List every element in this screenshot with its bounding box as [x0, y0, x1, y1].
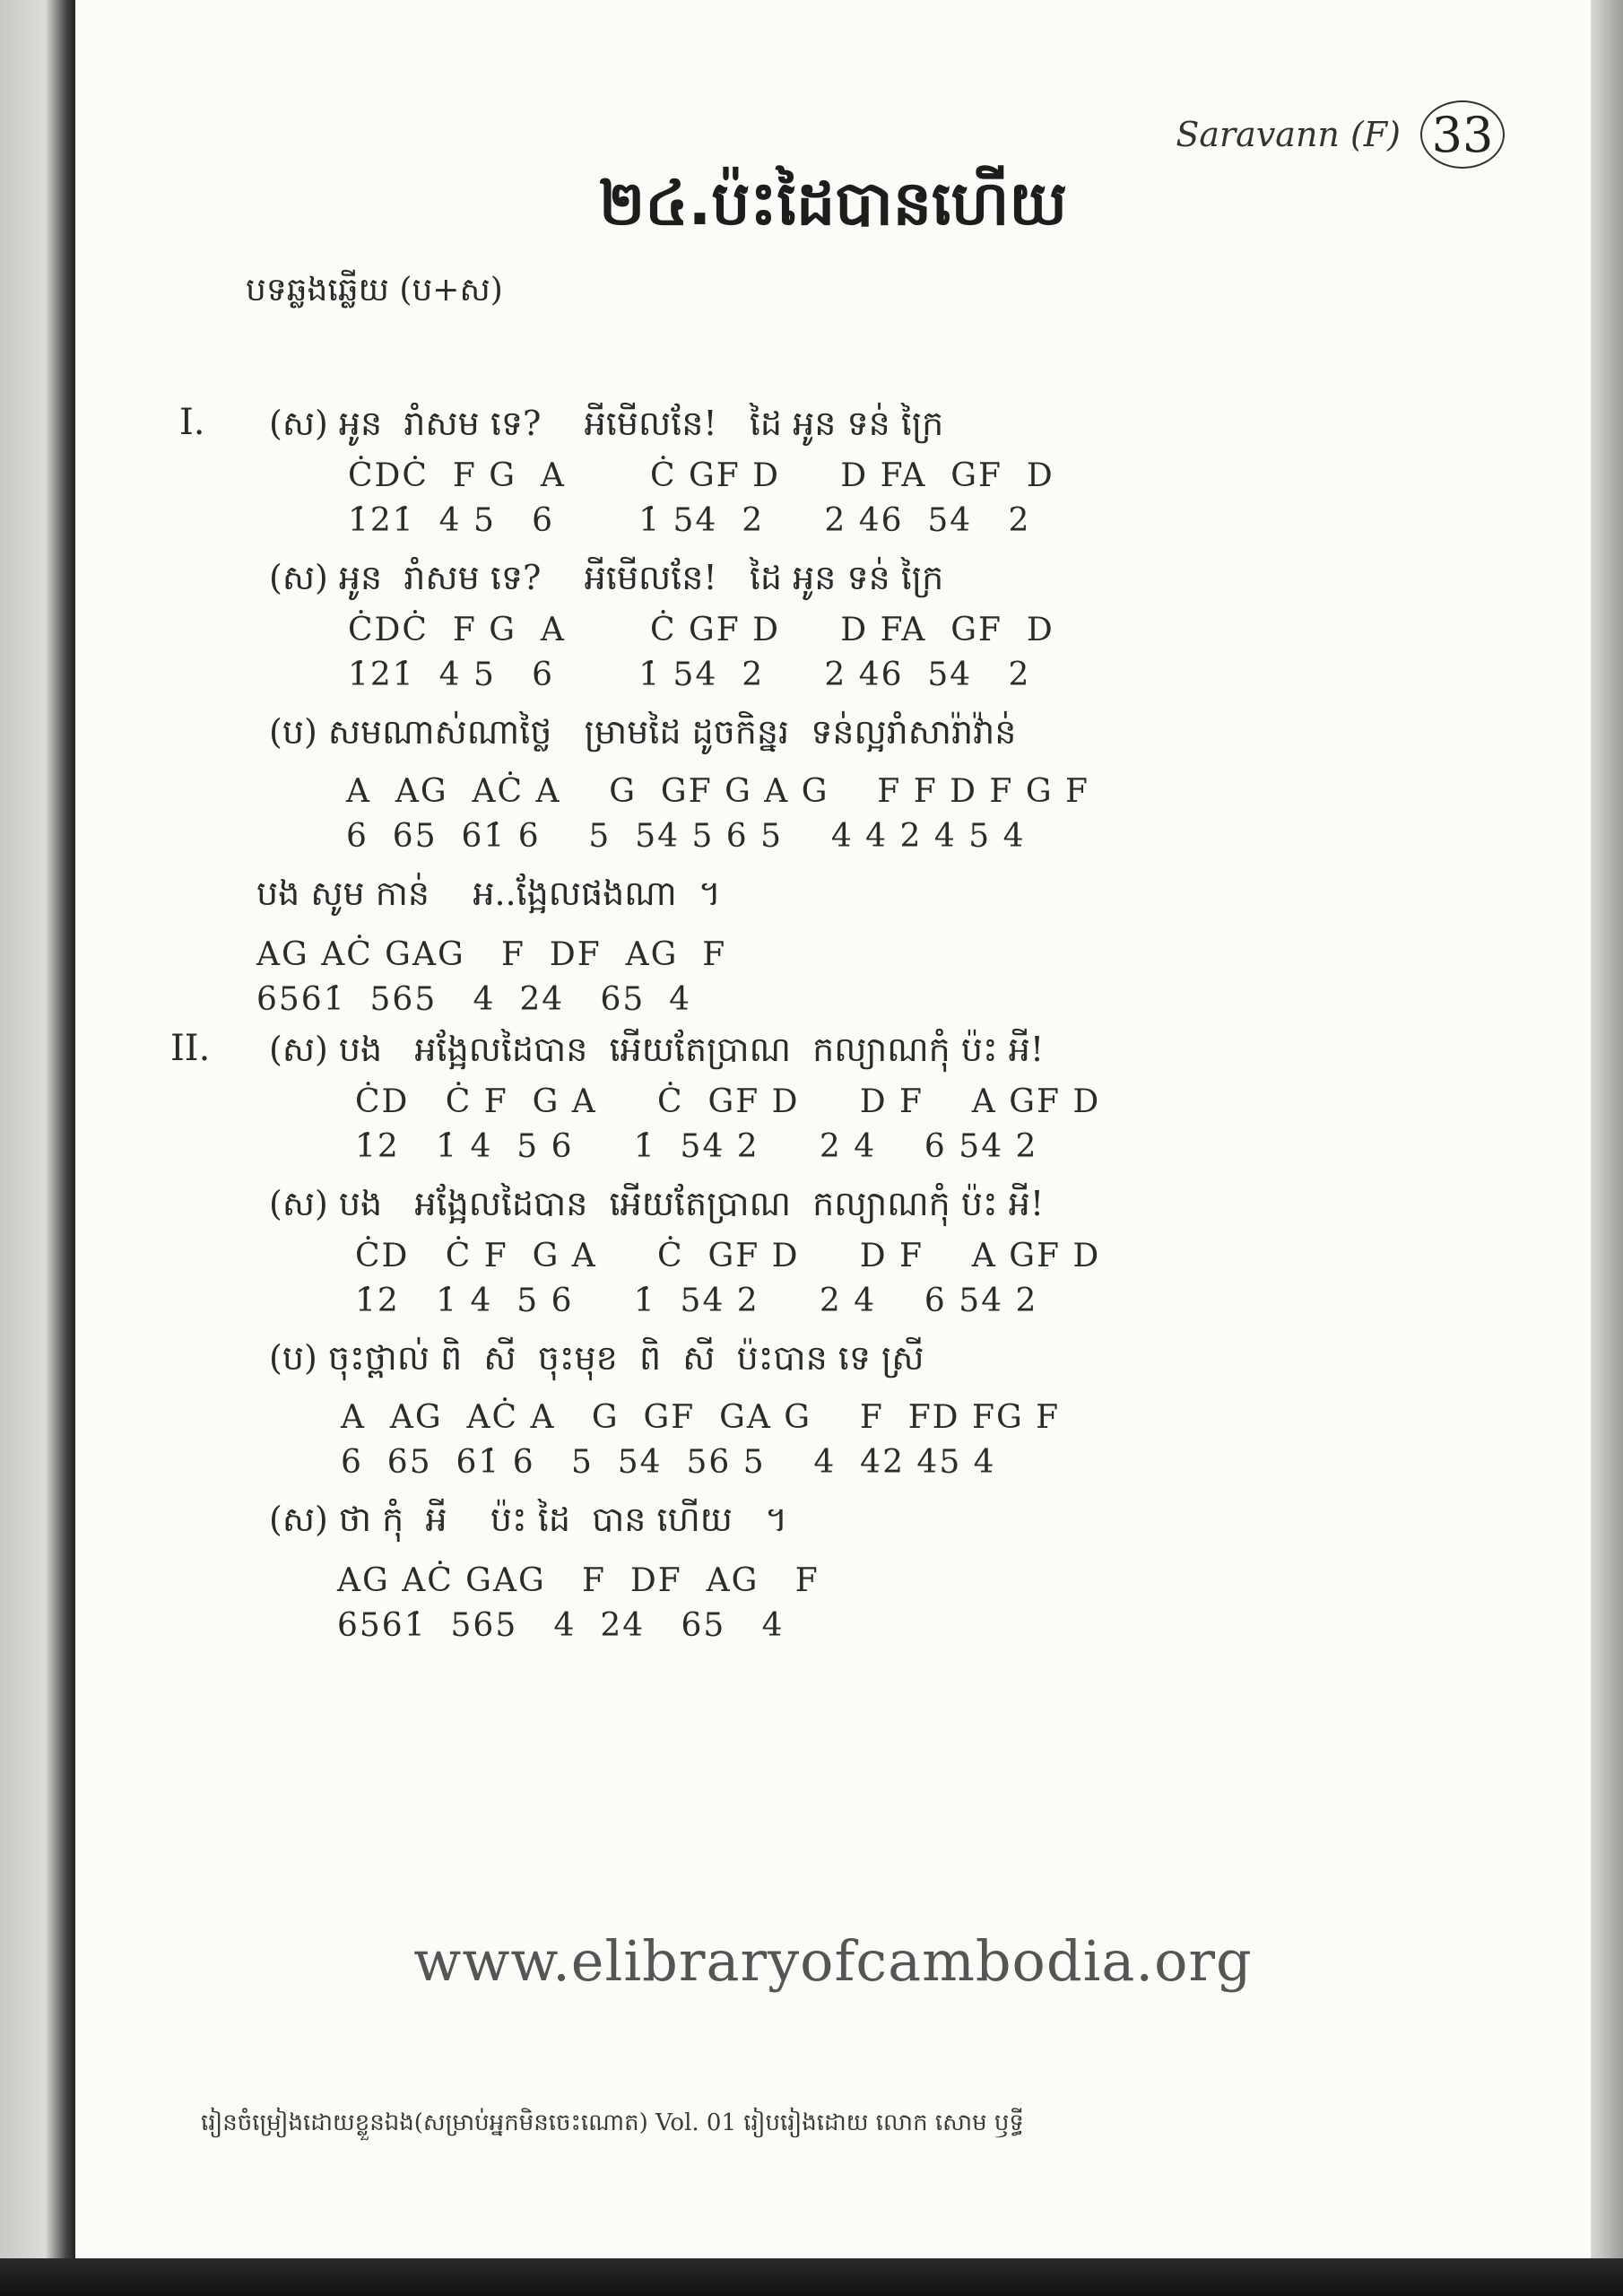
number-line: 6 65 61̇ 6 5 54 5 6 5 4 4 2 4 5 4 [346, 818, 1026, 855]
note-line: AG AĊ GAG F DF AG F [256, 936, 727, 973]
song-title: ២៤.ប៉ះដៃបានហើយ [598, 169, 1068, 239]
number-line: 1̇2 1̇ 4 5 6 1̇ 54 2 2 4 6 54 2 [355, 1128, 1038, 1165]
lyric-line: (ស) អូន រាំសម ទេ? អីមើលនែ! ដៃ អូន ទន់ ក្រៃ [269, 404, 944, 443]
page-number: 33 [1420, 100, 1505, 169]
website-watermark: www.elibraryofcambodia.org [413, 1928, 1253, 1994]
note-line: A AG AĊ A G GF G A G F F D F G F [346, 773, 1090, 810]
number-line: 6561̇ 565 4 24 65 4 [256, 981, 692, 1018]
lyric-line: (ស) អូន រាំសម ទេ? អីមើលនែ! ដៃ អូន ទន់ ក្រៃ [269, 558, 944, 597]
note-line: ĊD Ċ F G A Ċ GF D D F A GF D [355, 1238, 1101, 1274]
book-spine-left [0, 0, 75, 2296]
number-line: 1̇21̇ 4 5 6 1̇ 54 2 2 46 54 2 [348, 657, 1031, 693]
verse-2 [269, 1028, 1524, 1674]
note-line: A AG AĊ A G GF GA G F FD FG F [341, 1399, 1061, 1436]
book-spine-right [1591, 0, 1623, 2296]
lyric-line: (ស) បង អង្អែលដៃបាន អើយតែប្រាណ កល្យាណកុំ ប៉ះ អី! [269, 1184, 1045, 1223]
number-line: 6561̇ 565 4 24 65 4 [337, 1607, 785, 1644]
page-footer: រៀនចំម្រៀងដោយខ្លួនឯង(សម្រាប់អ្នកមិនចេះណោត) Vol. 01 រៀបរៀងដោយ លោក សោម ឫទ្ធី [201, 2109, 1024, 2136]
lyric-line: (ប) ចុះថ្ពាល់ ពិ សី ចុះមុខ ពិ សី ប៉ះបាន ទេ ស្រី [269, 1338, 924, 1378]
lyric-line: (ប) សមណាស់ណាថ្លៃ ម្រាមដៃ ដូចកិន្នរ ទន់ល្អរាំសារ៉ាវ៉ាន់ [269, 712, 1017, 752]
song-subtitle: បទឆ្លងឆ្លើយ (ប+ស) [246, 272, 503, 309]
page-header [1176, 100, 1505, 169]
note-line: AG AĊ GAG F DF AG F [337, 1562, 820, 1599]
lyric-line: បង សូម កាន់ អ..ង្អែលផងណា ។ [256, 874, 721, 913]
number-line: 1̇2 1̇ 4 5 6 1̇ 54 2 2 4 6 54 2 [355, 1283, 1038, 1319]
scan-bottom-edge [0, 2258, 1623, 2296]
verse-1 [256, 402, 1524, 1065]
lyric-line: (ស) បង អង្អែលដៃបាន អើយតែប្រាណ កល្យាណកុំ ប៉ះ អី! [269, 1030, 1045, 1069]
page [75, 0, 1591, 2260]
number-line: 6 65 61̇ 6 5 54 56 5 4 42 45 4 [341, 1444, 996, 1481]
lyric-line: (ស) ថា កុំ អី ប៉ះ ដៃ បាន ហើយ ។ [269, 1500, 788, 1539]
note-line: ĊDĊ F G A Ċ GF D D FA GF D [348, 612, 1055, 648]
number-line: 1̇21̇ 4 5 6 1̇ 54 2 2 46 54 2 [348, 502, 1031, 539]
chapter-label: Saravann (F) [1176, 115, 1401, 154]
note-line: ĊD Ċ F G A Ċ GF D D F A GF D [355, 1083, 1101, 1120]
verse-1-label: I. [179, 402, 205, 443]
note-line: ĊDĊ F G A Ċ GF D D FA GF D [348, 457, 1055, 494]
verse-2-label: II. [170, 1028, 211, 1069]
